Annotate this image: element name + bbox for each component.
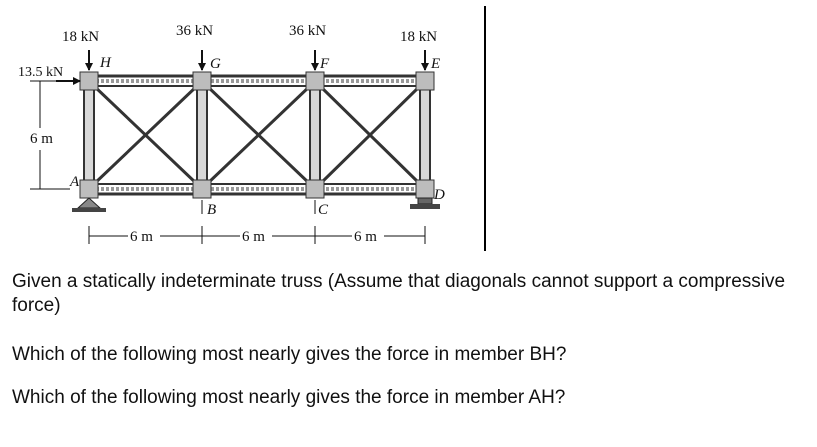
question-ah: Which of the following most nearly gives the force in member AH? bbox=[12, 387, 566, 408]
load-label-g: 36 kN bbox=[176, 23, 214, 39]
load-label-f: 36 kN bbox=[289, 23, 327, 39]
node-label-h: H bbox=[100, 55, 111, 71]
question-bh: Which of the following most nearly gives the force in member BH? bbox=[12, 344, 567, 365]
bottom-chord bbox=[86, 184, 428, 194]
node-label-c: C bbox=[318, 202, 329, 218]
pin-support-a bbox=[72, 198, 106, 212]
span-label-1: 6 m bbox=[130, 229, 153, 245]
node-label-d: D bbox=[434, 187, 445, 203]
load-label-e: 18 kN bbox=[400, 29, 438, 45]
load-label-h: 18 kN bbox=[62, 29, 100, 45]
node-label-f: F bbox=[320, 56, 330, 72]
node-label-b: B bbox=[207, 202, 217, 218]
load-label-horizontal: 13.5 kN bbox=[18, 65, 64, 80]
truss-diagram bbox=[0, 0, 490, 255]
node-label-g: G bbox=[210, 56, 221, 72]
node-label-a: A bbox=[70, 174, 80, 190]
top-chord bbox=[86, 76, 428, 86]
diagonal-members bbox=[94, 86, 420, 184]
height-dimension-label: 6 m bbox=[30, 131, 53, 147]
span-label-3: 6 m bbox=[354, 229, 377, 245]
divider-line bbox=[484, 6, 486, 251]
truss-members bbox=[80, 72, 434, 198]
problem-statement: Given a statically indeterminate truss (Assume that diagonals cannot support a compressive force) bbox=[12, 271, 786, 316]
span-label-2: 6 m bbox=[242, 229, 265, 245]
node-label-e: E bbox=[431, 56, 441, 72]
